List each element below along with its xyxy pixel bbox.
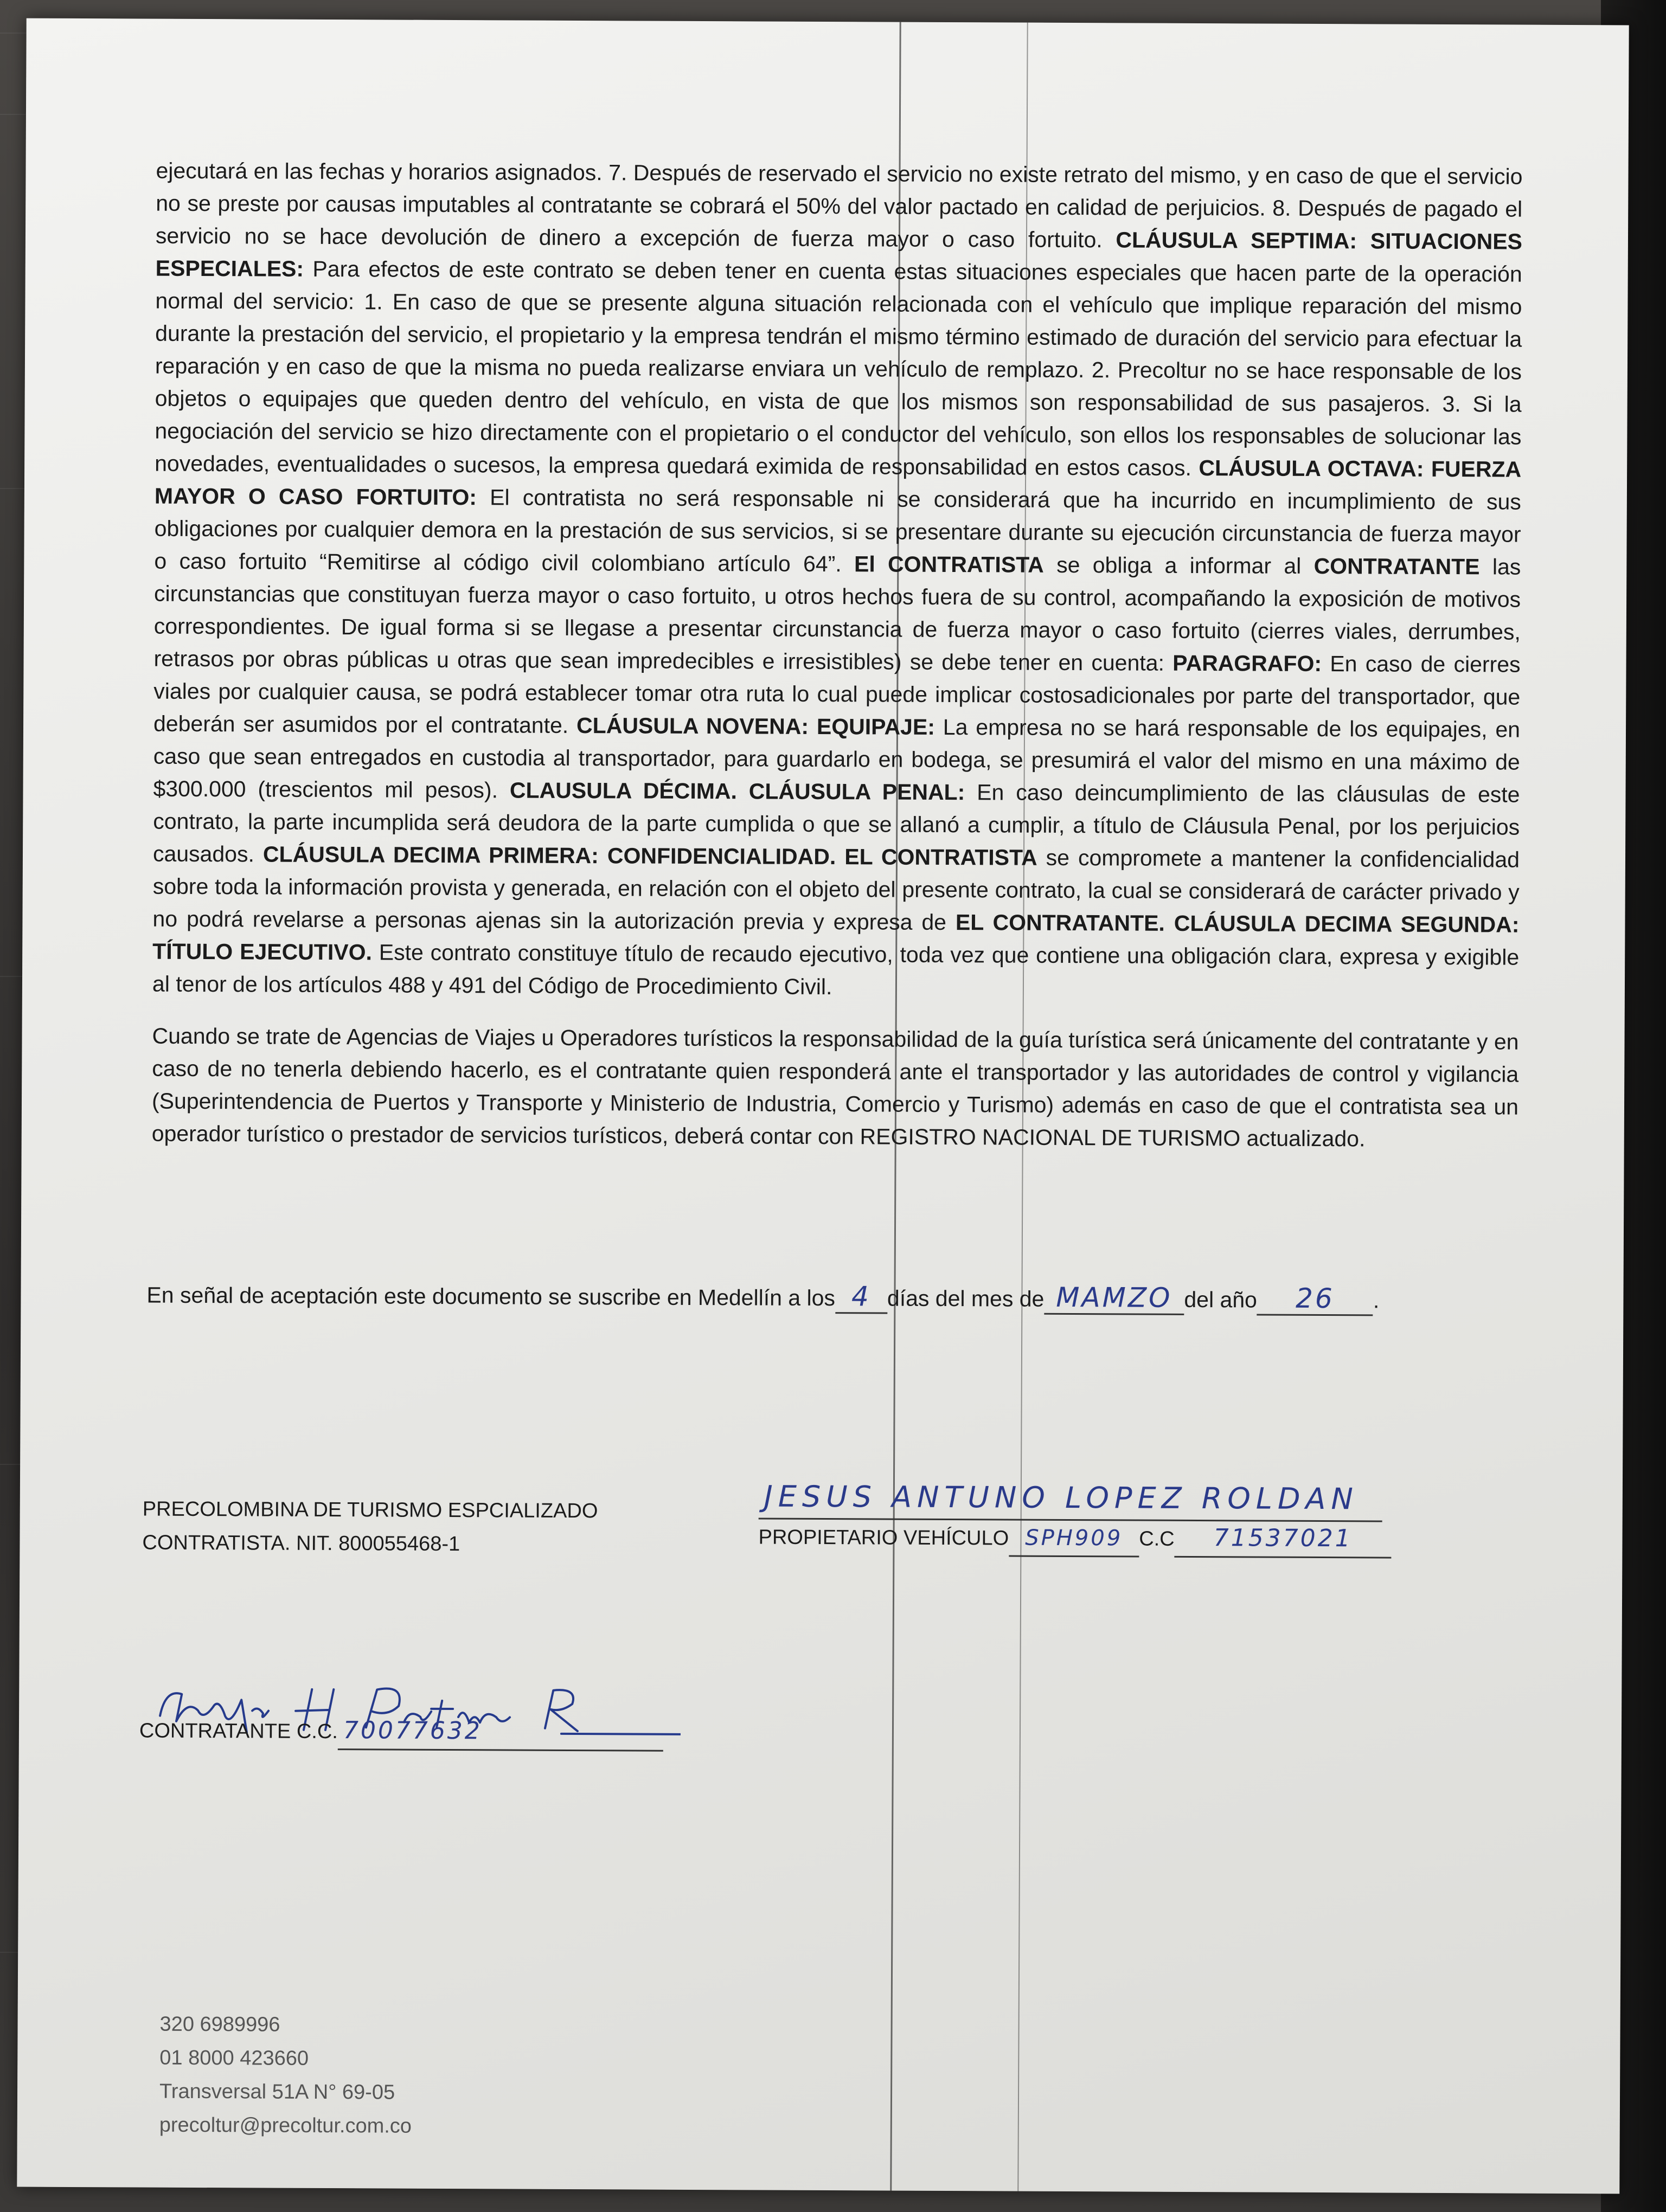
clause-text: En caso de cierres viales por cualquier causa, se podrá establecer tomar otra ruta lo cual puede implicar costosadicionales por parte del transportador, que deberán ser asumidos por el contratante. (153, 651, 1521, 738)
clause-heading: El CONTRATISTA (854, 551, 1044, 577)
clause-text: El contratista no será responsable ni se considerará que ha incurrido en incumplimiento de sus obligaciones por cualquier demora en la prestación de sus servicios, si se presentare durante su ejecución circunstancia de fuerza mayor o caso fortuito “Remitirse al código civil colombiano artículo 64”. (154, 485, 1521, 577)
acceptance-suffix: . (1373, 1288, 1380, 1313)
contractor-label: CONTRATANTE C.C. (139, 1719, 338, 1744)
tourism-paragraph: Cuando se trate de Agencias de Viajes u Operadores turísticos la responsabilidad de la guía turística será únicamente del contratante y en caso de no tenerla debiendo hacerlo, es el contratante quien responderá ante el transportador y las autoridades de control y vigilancia (Superintendencia de Puertos y Transporte y Ministerio de Industria, Comercio y Turismo) además en caso de que el contratista sea un operador turístico o prestador de servicios turísticos, deberá contar con REGISTRO NACIONAL DE TURISMO actualizado. (151, 1023, 1519, 1152)
clause-text: En caso deincumplimiento de las cláusulas de este contrato, la parte incumplida será deudora de la parte cumplida o que se allanó a cumplir, a título de Cláusula Penal, por los perjuicios causados. (152, 780, 1520, 867)
year-field (1257, 1282, 1373, 1316)
year-handwritten: 26 (1295, 1282, 1335, 1315)
contract-page (17, 18, 1629, 2194)
clauses-paragraph (152, 155, 1523, 1006)
owner-cc-handwritten: 71537021 (1213, 1524, 1353, 1553)
contractor-cc-field (338, 1714, 663, 1752)
phone-1: 320 6989996 (159, 2012, 280, 2036)
plate-field (1009, 1521, 1139, 1558)
clause-heading: CLÁUSULA DECIMA PRIMERA: CONFIDENCIALIDAD. EL CONTRATISTA (262, 841, 1037, 870)
clause-heading: CLAUSULA DÉCIMA. CLÁUSULA PENAL: (509, 777, 965, 805)
month-handwritten: MAMZO (1056, 1281, 1172, 1314)
owner-cc-label: C.C (1139, 1527, 1175, 1551)
clause-heading: PARAGRAFO: (1172, 650, 1322, 677)
clause-text: ejecutará en las fechas y horarios asignados. 7. Después de reservado el servicio no existe retrato del mismo, y en caso de que el servicio no se preste por causas imputables al contratante se cobrará el 50% del valor pactado en calidad de perjuicios. 8. Después de pagado el servicio no se hace devolución de dinero a excepción de fuerza mayor o caso fortuito. (155, 158, 1523, 253)
clause-heading: CONTRATANTE (1313, 553, 1480, 580)
acceptance-line (146, 1278, 1379, 1316)
clause-heading: CLÁUSULA SEPTIMA: SITUACIONES ESPECIALES: (155, 227, 1523, 281)
company-name: PRECOLOMBINA DE TURISMO ESPCIALIZADO (142, 1497, 598, 1523)
acceptance-mid2: del año (1184, 1287, 1258, 1313)
company-block (142, 1493, 598, 1562)
contract-body (152, 155, 1523, 1156)
day-handwritten: 4 (851, 1281, 872, 1313)
day-field (835, 1281, 887, 1314)
owner-handwritten-name: JESUS ANTUNO LOPEZ ROLDAN (764, 1479, 1359, 1516)
clause-heading: CLÁUSULA OCTAVA: FUERZA MAYOR O CASO FORTUITO: (154, 455, 1522, 510)
contractor-cc-handwritten: 70077632 (343, 1716, 482, 1745)
contractor-block (139, 1713, 663, 1752)
clause-text: se obliga a informar al (1043, 552, 1314, 578)
owner-label: PROPIETARIO VEHÍCULO (758, 1526, 1009, 1550)
owner-cc-field (1175, 1521, 1392, 1559)
clause-text: las circunstancias que constituyan fuerza mayor o caso fortuito, u otros hechos fuera de su control, acompañando la exposición de motivos correspondientes. De igual forma si se llegase a presentar circunstancia de fuerza mayor o caso fortuito (cierres viales, derrumbes, retrasos por obras públicas u otras que sean impredecibles e irresistibles) se debe tener en cuenta: (153, 554, 1521, 676)
month-field (1044, 1282, 1184, 1315)
contact-info (159, 2008, 412, 2143)
company-nit: CONTRATISTA. NIT. 800055468-1 (142, 1531, 460, 1556)
phone-2: 01 8000 423660 (159, 2046, 309, 2070)
clause-heading: EL CONTRATANTE. CLÁUSULA DECIMA SEGUNDA: TÍTULO EJECUTIVO. (152, 910, 1520, 965)
email: precoltur@precoltur.com.co (159, 2113, 412, 2138)
clause-heading: CLÁUSULA NOVENA: EQUIPAJE: (576, 713, 935, 740)
plate-handwritten: SPH909 (1025, 1525, 1123, 1551)
owner-signature-line (759, 1480, 1382, 1522)
acceptance-mid1: días del mes de (887, 1285, 1045, 1311)
owner-block (758, 1480, 1392, 1558)
acceptance-prefix: En señal de aceptación este documento se suscribe en Medellín a los (146, 1282, 836, 1311)
clause-text: Para efectos de este contrato se deben tener en cuenta estas situaciones especiales que hacen parte de la operación normal del servicio: 1. En caso de que se presente alguna situación relacionada con el vehículo que implique reparación del mismo durante la prestación del servicio, el propietario y la empresa tendrán el mismo término estimado de duración del servicio para efectuar la reparación y en caso de que la misma no pueda realizarse enviara un vehículo de remplazo. 2. Precoltur no se hace responsable de los objetos o equipajes que queden dentro del vehículo, en vista de que los mismos son responsabilidad de sus pasajeros. 3. Si la negociación del servicio se hizo directamente con el propietario o el conductor del vehículo, son ellos los responsables de solucionar las novedades, eventualidades o sucesos, la empresa quedará eximida de responsabilidad en estos casos. (155, 256, 1522, 481)
address: Transversal 51A N° 69-05 (159, 2080, 395, 2104)
clause-text: Este contrato constituye título de recaudo ejecutivo, toda vez que contiene una obligación clara, expresa y exigible al tenor de los artículos 488 y 491 del Código de Procedimiento Civil. (152, 940, 1520, 1000)
clause-text: La empresa no se hará responsable de los equipajes, en caso que sean entregados en custodia al transportador, para guardarlo en bodega, se presumirá el valor del mismo en una máximo de $300.000 (trescientos mil pesos). (153, 714, 1521, 803)
clause-text: se compromete a mantener la confidencialidad sobre toda la información provista y generada, en relación con el objeto del presente contrato, la cual se considerará de carácter privado y no podrá revelarse a personas ajenas sin la autorización previa y expresa de (152, 845, 1520, 935)
